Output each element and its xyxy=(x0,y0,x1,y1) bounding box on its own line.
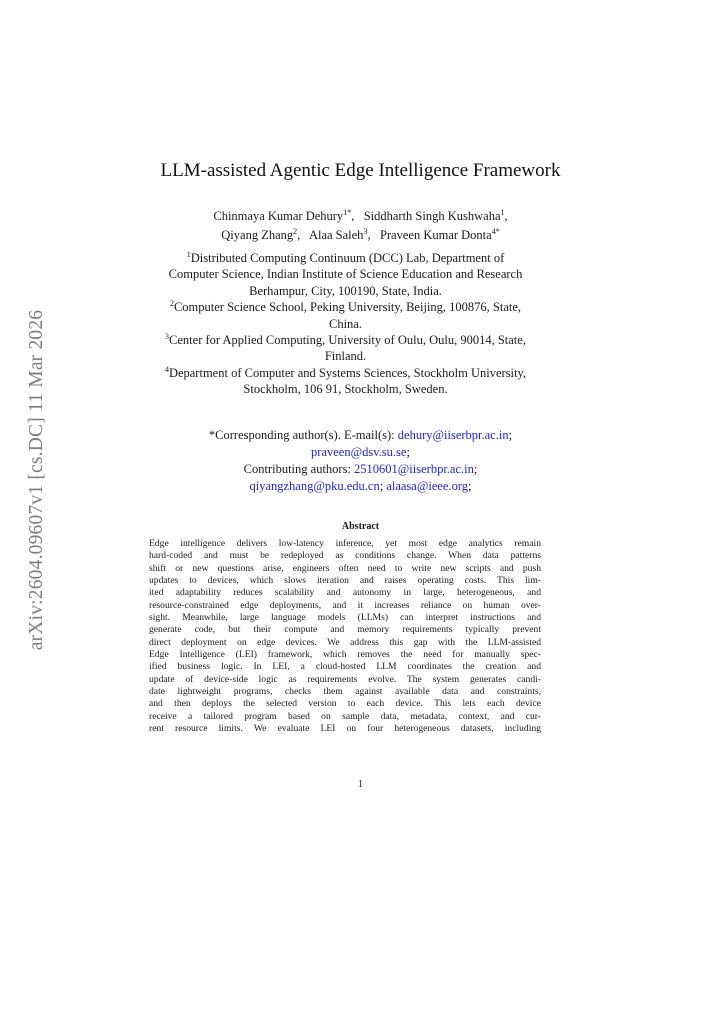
separator: ; xyxy=(508,428,513,442)
email-link[interactable]: alaasa@ieee.org xyxy=(386,479,469,493)
affiliation-line: Distributed Computing Continuum (DCC) Lab, Department of xyxy=(190,251,505,265)
affiliation-mark: 2 xyxy=(169,299,174,309)
abstract-line: direct deployment on edge devices. We address this gap with the LLM-assisted xyxy=(149,636,541,648)
arxiv-identifier-stamp: arXiv:2604.09607v1 [cs.DC] 11 Mar 2026 xyxy=(26,309,47,651)
affiliation-line: Center for Applied Computing, University of Oulu, Oulu, 90014, State, xyxy=(169,333,526,348)
abstract-line: resource-constrained edge deployments, and it increases reliance on human over- xyxy=(149,599,541,611)
contributing-line-2 xyxy=(0,478,721,495)
author-separator: , xyxy=(504,209,508,223)
corresponding-line-1 xyxy=(0,427,721,444)
author-line-2 xyxy=(0,226,721,245)
affiliation-mark: 1 xyxy=(186,249,191,259)
author-affil-mark: 1 xyxy=(500,207,505,217)
email-link[interactable]: qiyangzhang@pku.edu.cn xyxy=(249,479,380,493)
affiliation-mark: 3 xyxy=(165,331,170,341)
corresponding-label: *Corresponding author(s). E-mail(s): xyxy=(208,428,398,442)
affiliation-line: Computer Science, Indian Institute of Science Education and Research xyxy=(168,267,523,282)
author-name: Alaa Saleh xyxy=(308,228,364,242)
email-link[interactable]: praveen@dsv.su.se xyxy=(311,445,407,459)
separator: ; xyxy=(473,462,478,476)
author-separator: , xyxy=(351,209,361,223)
abstract-body xyxy=(149,538,541,736)
abstract-line: sight. Meanwhile, large language models (LLMs) can interpret instructions and xyxy=(149,612,541,624)
author-affil-mark: 3 xyxy=(363,226,368,236)
affiliation-line: Department of Computer and Systems Sciences, Stockholm University, xyxy=(168,365,527,380)
abstract-line: and then deploys the selected version to each device. This lets each device xyxy=(149,698,541,710)
abstract-heading: Abstract xyxy=(341,521,380,532)
author-affil-mark: 2 xyxy=(293,226,298,236)
abstract-line: update of device-side logic as requirements evolve. The system generates candi- xyxy=(149,673,541,685)
page-number: 1 xyxy=(358,779,363,790)
abstract-line: shift or new questions arise, engineers often need to write new scripts and push xyxy=(149,562,541,574)
affiliation-4 xyxy=(120,365,571,398)
author-affil-mark: 1* xyxy=(343,207,352,217)
affiliation-line: Computer Science School, Peking University, Beijing, 100876, State, xyxy=(173,300,522,315)
corresponding-line-2 xyxy=(0,444,721,461)
abstract-line: receive a tailored program based on sample data, metadata, context, and cur- xyxy=(149,710,541,722)
abstract-line: date lightweight programs, checks them against available data and constraints, xyxy=(149,686,541,698)
abstract-line: ified business logic. In LEI, a cloud-hosted LLM coordinates the creation and xyxy=(149,661,541,673)
abstract-line: generate code, but their compute and memory requirements typically prevent xyxy=(149,624,541,636)
contributing-line-1 xyxy=(0,461,721,478)
abstract-line: hard-coded and must be redeployed as conditions change. When data patterns xyxy=(149,550,541,562)
author-separator: , xyxy=(297,228,307,242)
author-name: Chinmaya Kumar Dehury xyxy=(213,209,344,223)
paper-title: LLM-assisted Agentic Edge Intelligence Framework xyxy=(160,160,561,181)
affiliation-line: Finland. xyxy=(324,349,367,364)
author-separator: , xyxy=(367,228,377,242)
author-name: Qiyang Zhang xyxy=(221,228,294,242)
affiliation-3 xyxy=(120,332,571,365)
abstract-line: Edge Intelligence (LEI) framework, which removes the need for manually spec- xyxy=(149,649,541,661)
abstract-line: Edge intelligence delivers low-latency inference, yet most edge analytics remain xyxy=(149,538,541,549)
contributing-label: Contributing authors: xyxy=(243,462,355,476)
abstract-line: rent resource limits. We evaluate LEI on four heterogeneous datasets, including xyxy=(149,723,541,735)
separator: ; xyxy=(406,445,410,459)
author-name: Praveen Kumar Donta xyxy=(379,228,492,242)
affiliation-mark: 4 xyxy=(164,364,169,374)
correspondence-block xyxy=(0,427,721,495)
email-link[interactable]: 2510601@iiserbpr.ac.in xyxy=(354,462,474,476)
affiliation-line: Stockholm, 106 91, Stockholm, Sweden. xyxy=(243,382,448,397)
email-link[interactable]: dehury@iiserbpr.ac.in xyxy=(397,428,509,442)
author-affil-mark: 4* xyxy=(491,226,500,236)
abstract-line: ited adaptability reduces scalability and autonomy in large, heterogeneous, and xyxy=(149,587,541,599)
affiliation-list xyxy=(120,250,571,398)
separator: ; xyxy=(468,479,472,493)
separator: ; xyxy=(379,479,387,493)
author-line-1 xyxy=(0,207,721,226)
affiliation-1 xyxy=(120,250,571,299)
affiliation-2 xyxy=(120,299,571,332)
affiliation-line: Berhampur, City, 100190, State, India. xyxy=(249,283,442,298)
author-name: Siddharth Singh Kushwaha xyxy=(363,209,501,223)
affiliation-line: China. xyxy=(329,316,362,331)
author-list xyxy=(0,207,721,245)
abstract-line: updates to devices, which slows iteration and raises operating costs. This lim- xyxy=(149,575,541,587)
